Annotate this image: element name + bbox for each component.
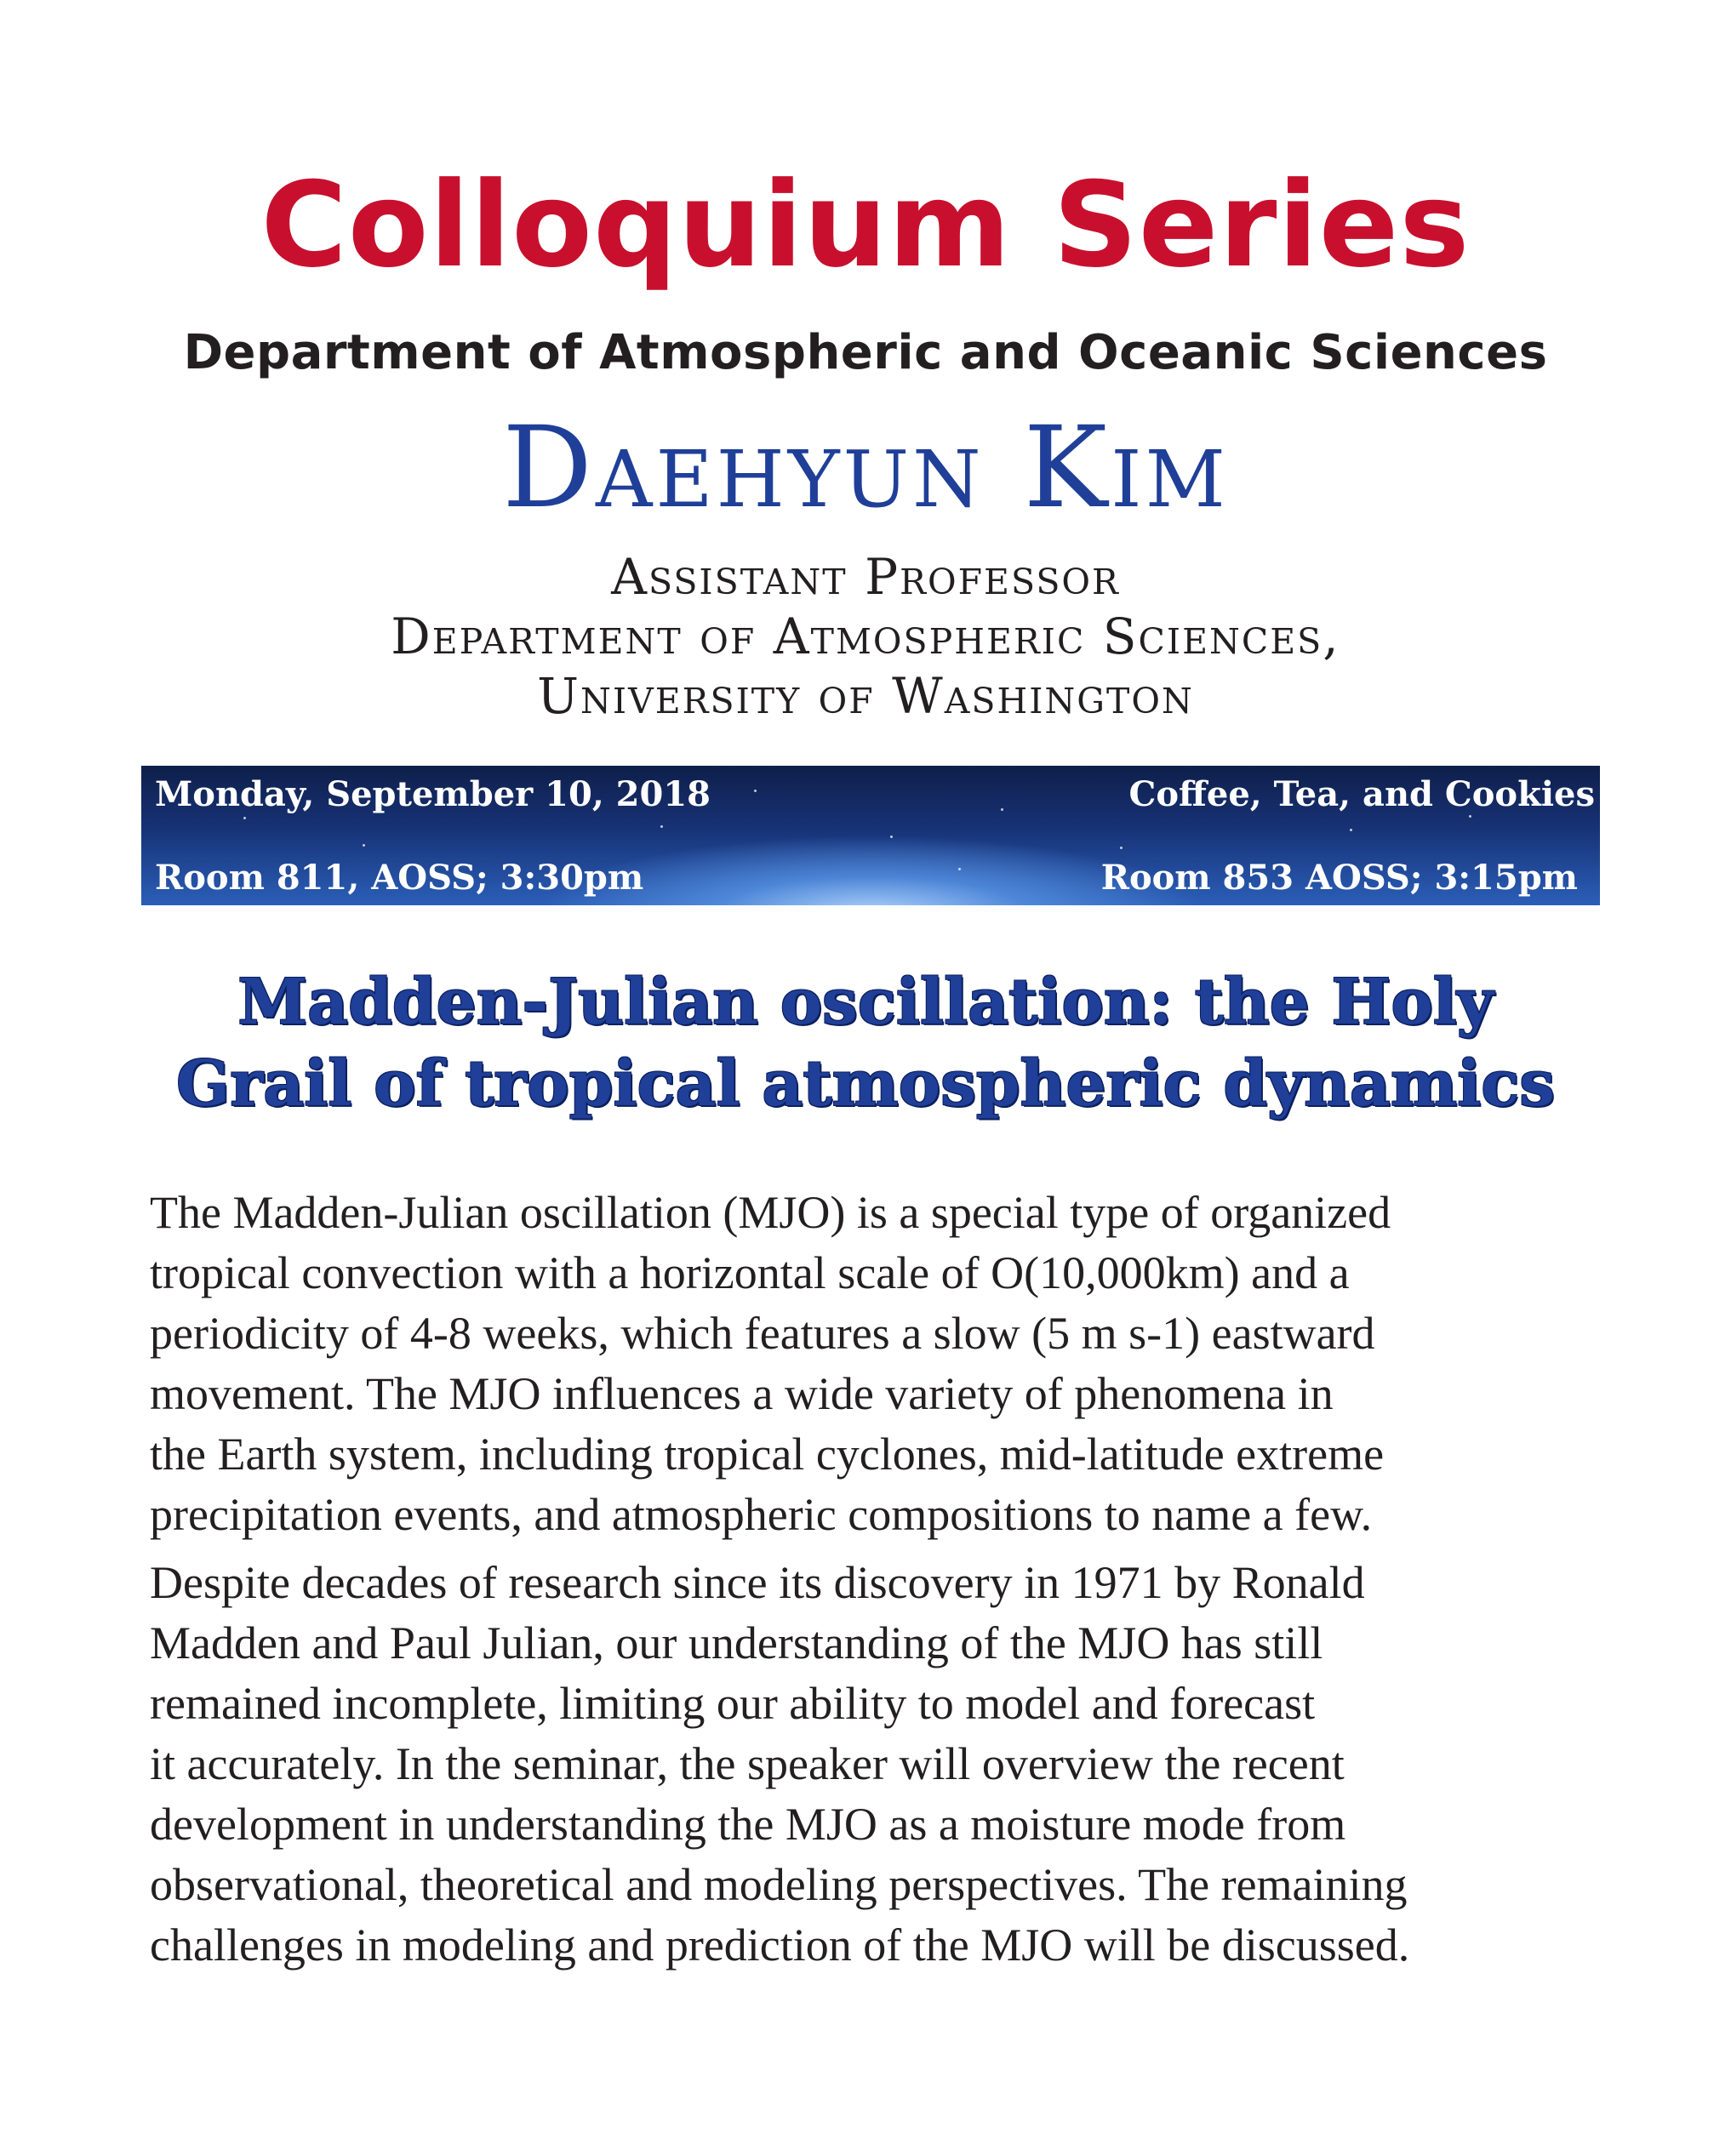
speaker-department: Department of Atmospheric Sciences, bbox=[391, 607, 1340, 665]
abstract-line: The Madden-Julian oscillation (MJO) is a special type of organized bbox=[150, 1187, 1391, 1238]
abstract-line: development in understanding the MJO as a moisture mode from bbox=[150, 1799, 1346, 1850]
abstract-line: Despite decades of research since its discovery in 1971 by Ronald bbox=[150, 1557, 1365, 1608]
abstract-line: precipitation events, and atmospheric compositions to name a few. bbox=[150, 1489, 1373, 1540]
host-department: Department of Atmospheric and Oceanic Sciences bbox=[183, 325, 1548, 380]
talk-title bbox=[0, 961, 1731, 1125]
abstract-line: remained incomplete, limiting our ability to model and forecast bbox=[150, 1678, 1316, 1729]
speaker-university: University of Washington bbox=[537, 667, 1194, 725]
abstract-line: the Earth system, including tropical cyclones, mid-latitude extreme bbox=[150, 1429, 1385, 1480]
abstract-line: challenges in modeling and prediction of the MJO will be discussed. bbox=[150, 1919, 1410, 1971]
event-date: Monday, September 10, 2018 bbox=[155, 774, 711, 814]
speaker-title: Assistant Professor bbox=[611, 548, 1120, 606]
event-banner bbox=[141, 766, 1600, 905]
refreshments-room-time: Room 853 AOSS; 3:15pm bbox=[1100, 858, 1578, 898]
abstract-paragraph-2 bbox=[150, 1553, 1597, 1976]
abstract-paragraph-1 bbox=[150, 1183, 1597, 1545]
series-title: Colloquium Series bbox=[260, 157, 1471, 294]
abstract-line: movement. The MJO influences a wide variety of phenomena in bbox=[150, 1368, 1334, 1419]
talk-title-line-2: Grail of tropical atmospheric dynamics bbox=[176, 1047, 1555, 1121]
abstract-line: it accurately. In the seminar, the speaker will overview the recent bbox=[150, 1738, 1345, 1789]
abstract-line: tropical convection with a horizontal scale of O(10,000km) and a bbox=[150, 1247, 1350, 1298]
event-room-time: Room 811, AOSS; 3:30pm bbox=[155, 858, 644, 898]
abstract-line: observational, theoretical and modeling perspectives. The remaining bbox=[150, 1859, 1408, 1910]
abstract-line: periodicity of 4-8 weeks, which features a slow (5 m s-1) eastward bbox=[150, 1308, 1375, 1359]
speaker-name: Daehyun Kim bbox=[502, 402, 1229, 533]
refreshments: Coffee, Tea, and Cookies bbox=[1128, 774, 1595, 814]
abstract-line: Madden and Paul Julian, our understanding of the MJO has still bbox=[150, 1617, 1323, 1668]
talk-title-line-1: Madden-Julian oscillation: the Holy bbox=[237, 966, 1494, 1039]
